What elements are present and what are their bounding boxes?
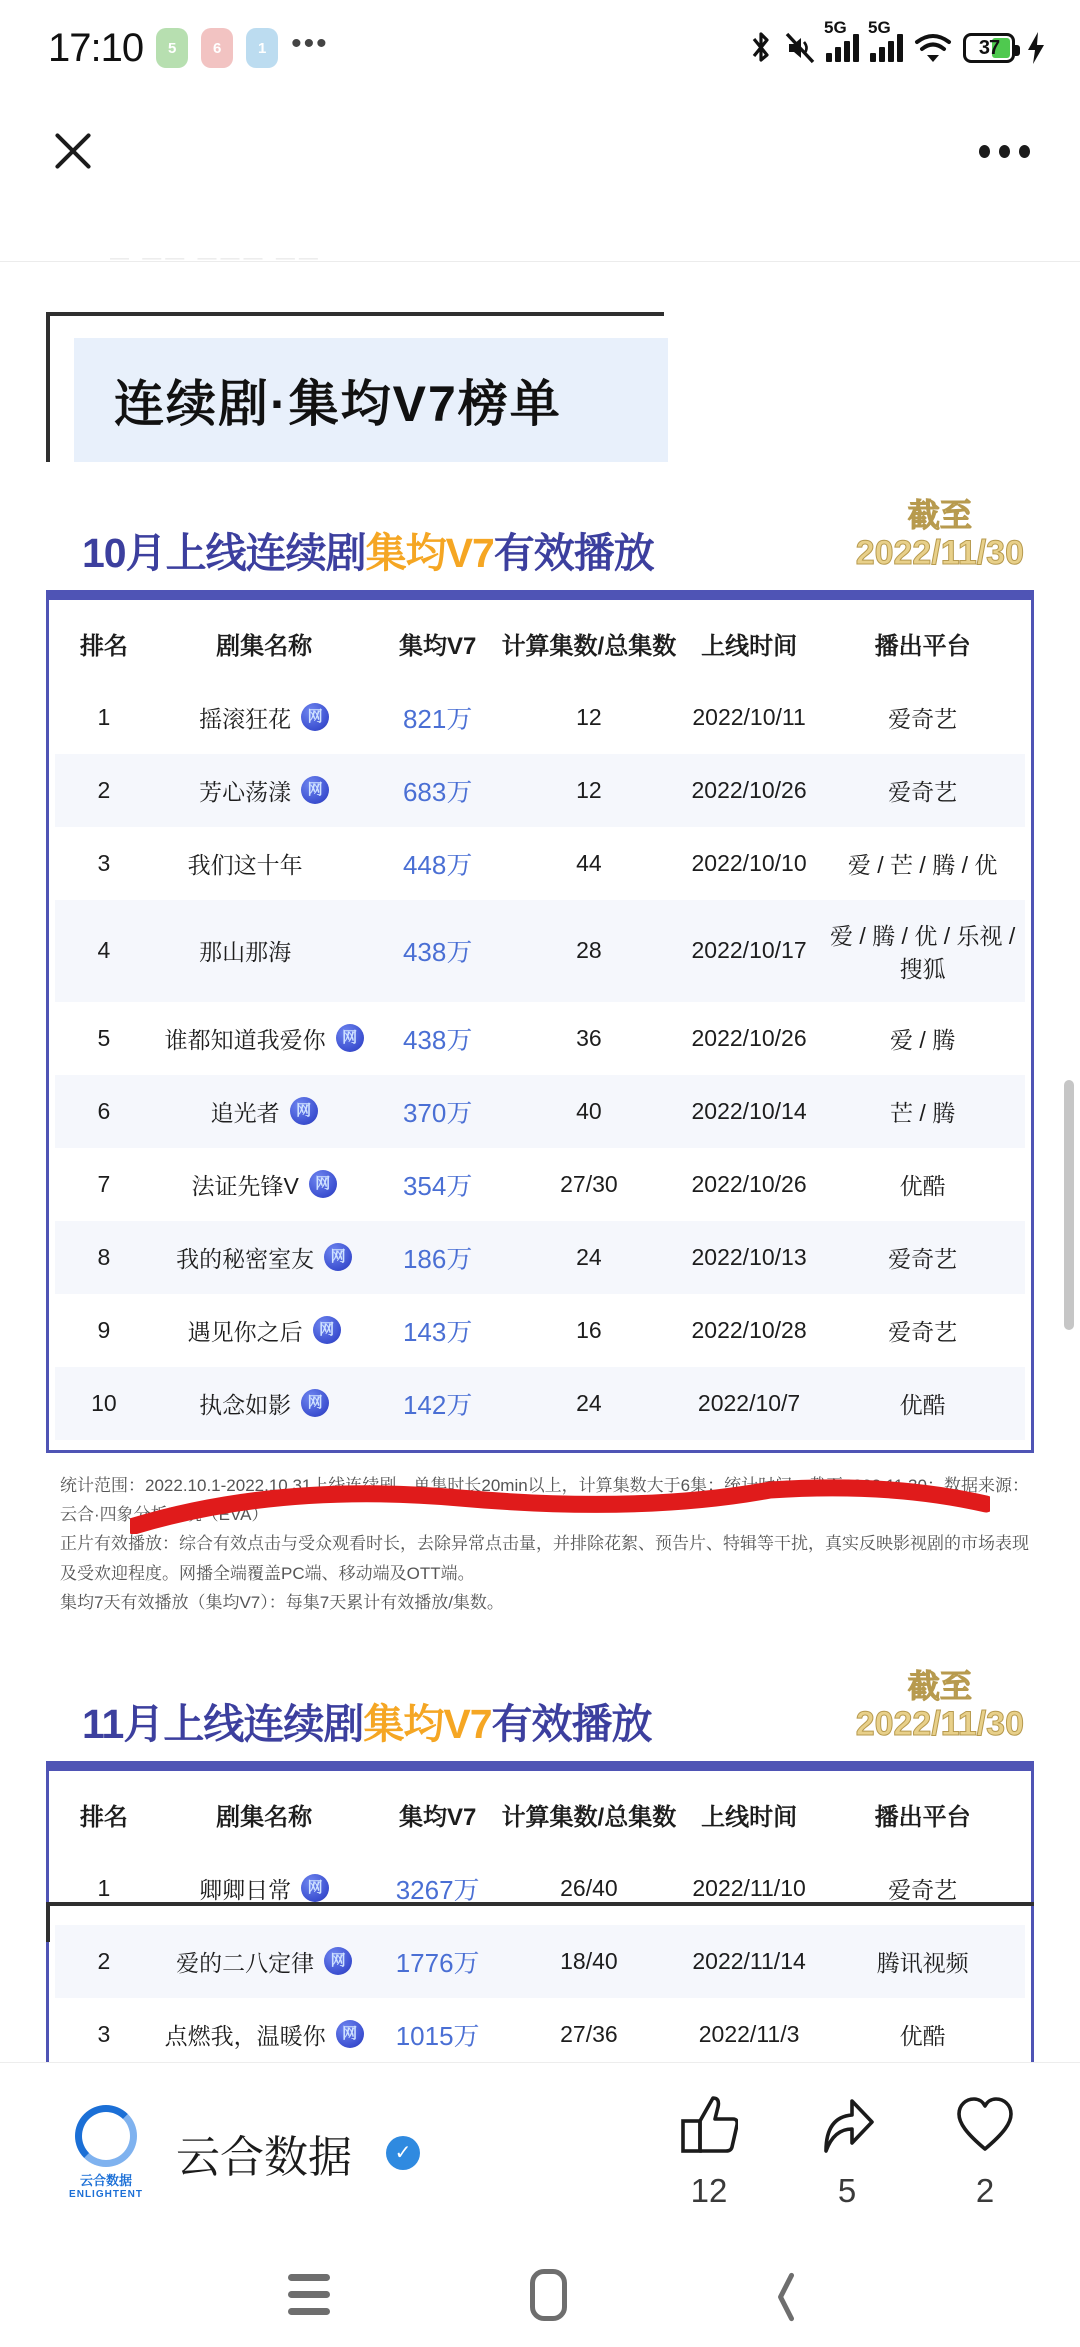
col-episodes: 计算集数/总集数 — [501, 632, 677, 660]
cell-episodes: 16 — [576, 1316, 602, 1343]
cell-name — [153, 1148, 375, 1221]
battery-icon — [963, 33, 1015, 63]
cell-name — [153, 754, 375, 827]
like-button[interactable] — [680, 2095, 738, 2210]
cell-platform: 芒 / 腾 — [890, 1099, 956, 1126]
series-name: 那山那海 — [199, 939, 292, 966]
cell-rank: 3 — [97, 849, 111, 876]
cutoff-label: 截至 — [907, 1668, 972, 1705]
section-title — [82, 529, 654, 576]
back-icon[interactable] — [767, 2270, 793, 2320]
cell-date: 2022/10/14 — [691, 1097, 807, 1124]
logo-line-2: ENLIGHTENT — [69, 2189, 143, 2200]
recents-icon[interactable] — [288, 2274, 330, 2315]
cell-platform: 爱 / 芒 / 腾 / 优 — [847, 851, 998, 878]
cell-date: 2022/10/26 — [691, 776, 807, 803]
cell-name — [153, 1002, 375, 1075]
heart-icon — [956, 2095, 1014, 2160]
poster-bottom-frame — [46, 1902, 1034, 1942]
section-header — [46, 498, 1034, 574]
cell-platform: 腾讯视频 — [876, 1949, 969, 1976]
cutoff-badge — [856, 498, 1024, 572]
cell-date: 2022/11/10 — [692, 1874, 806, 1901]
series-name: 点燃我，温暖你 — [164, 2022, 326, 2049]
table-row — [55, 1221, 1025, 1294]
col-rank: 排名 — [79, 632, 128, 660]
cell-platform: 爱奇艺 — [888, 1876, 958, 1903]
cell-rank: 9 — [97, 1316, 111, 1343]
web-exclusive-icon: 网 — [309, 1170, 337, 1198]
table-row — [55, 1075, 1025, 1148]
cell-date: 2022/10/17 — [691, 937, 807, 964]
col-v7: 集均V7 — [398, 632, 477, 660]
col-platform: 播出平台 — [874, 632, 971, 660]
cell-v7: 3267万 — [395, 1874, 480, 1905]
cell-episodes: 40 — [576, 1097, 602, 1124]
cell-platform: 爱 / 腾 — [890, 1026, 956, 1053]
network-label-2: 5G — [868, 18, 891, 37]
series-name: 我的秘密室友 — [176, 1245, 315, 1272]
cell-name — [153, 1367, 375, 1440]
status-bar — [0, 0, 1080, 96]
section-title-highlight: 集均V7 — [363, 1700, 492, 1747]
col-platform: 播出平台 — [874, 1803, 971, 1831]
cell-name — [153, 1221, 375, 1294]
cell-v7: 1015万 — [395, 2020, 480, 2051]
series-name: 谁都知道我爱你 — [164, 1026, 326, 1053]
table-row — [55, 827, 1025, 900]
web-exclusive-icon: 网 — [324, 1947, 352, 1975]
network-label-1: 5G — [824, 18, 847, 37]
cell-rank: 3 — [97, 2020, 111, 2047]
table-header-row — [55, 604, 1025, 681]
series-name: 卿卿日常 — [199, 1876, 292, 1903]
web-exclusive-icon: 网 — [301, 776, 329, 804]
series-name: 遇见你之后 — [187, 1318, 303, 1345]
ranking-table-october — [46, 590, 1034, 1453]
cell-platform: 优酷 — [899, 1172, 946, 1199]
section-title — [82, 1700, 652, 1747]
page-title: 连续剧·集均V7榜单 — [114, 376, 562, 432]
cell-platform: 爱奇艺 — [888, 1318, 958, 1345]
section-title-part1: 11月上线连续剧 — [82, 1700, 364, 1747]
cell-name — [153, 1075, 375, 1148]
cell-date: 2022/11/3 — [698, 2020, 800, 2047]
cell-episodes: 28 — [576, 937, 602, 964]
cell-rank: 4 — [97, 937, 111, 964]
section-title-part2: 有效播放 — [491, 1700, 652, 1747]
share-count: 5 — [837, 2172, 857, 2209]
table-row — [55, 1367, 1025, 1440]
col-rank: 排名 — [79, 1803, 128, 1831]
cell-episodes: 44 — [576, 849, 602, 876]
table-row — [55, 1294, 1025, 1367]
table-row — [55, 900, 1025, 1002]
more-options-icon[interactable] — [979, 145, 1030, 158]
cell-rank: 1 — [97, 703, 111, 730]
col-name: 剧集名称 — [216, 632, 313, 660]
cell-date: 2022/11/14 — [692, 1947, 806, 1974]
logo-line-1: 云合数据 — [79, 2173, 132, 2188]
cell-platform: 爱奇艺 — [888, 778, 958, 805]
brand-logo-icon — [60, 2105, 152, 2201]
cell-platform: 优酷 — [899, 1391, 946, 1418]
table-row — [55, 754, 1025, 827]
cell-rank: 10 — [91, 1389, 117, 1416]
battery-level: 37 — [978, 36, 1000, 59]
web-exclusive-icon: 网 — [324, 1243, 352, 1271]
system-nav-bar — [0, 2242, 1080, 2347]
share-arrow-icon — [818, 2095, 876, 2160]
cell-v7: 821万 — [402, 703, 473, 734]
cutoff-label: 截至 — [907, 497, 972, 533]
app-bar — [0, 96, 1080, 206]
author-block[interactable] — [60, 2105, 420, 2201]
cell-name — [153, 1998, 375, 2062]
cell-platform: 爱 / 腾 / 优 / 乐视 / 搜狐 — [829, 922, 1016, 982]
series-name: 执念如影 — [199, 1391, 292, 1418]
web-exclusive-icon: 网 — [301, 1874, 329, 1902]
web-exclusive-icon: 网 — [290, 1097, 318, 1125]
note-line: 正片有效播放：综合有效点击与受众观看时长，去除异常点击量，并排除花絮、预告片、特辑等干扰，真实反映影视剧的市场表现及受欢迎程度。网播全端覆盖PC端、移动端及OTT端。 — [60, 1534, 1029, 1583]
cell-episodes: 27/36 — [560, 2020, 618, 2047]
notification-chip-2: 6 — [201, 28, 233, 68]
cell-episodes: 26/40 — [560, 1874, 618, 1901]
cutoff-date: 2022/11/30 — [855, 1704, 1024, 1743]
col-v7: 集均V7 — [398, 1803, 477, 1831]
cutoff-badge — [856, 1669, 1024, 1743]
cell-name — [153, 900, 375, 1002]
notification-chip-1: 5 — [156, 28, 188, 68]
table-row — [55, 1002, 1025, 1075]
cell-date: 2022/10/7 — [697, 1389, 801, 1416]
favorite-button[interactable] — [956, 2095, 1014, 2210]
cell-date: 2022/10/28 — [691, 1316, 807, 1343]
cell-platform: 优酷 — [899, 2022, 946, 2049]
web-exclusive-icon: 网 — [313, 1316, 341, 1344]
web-exclusive-icon: 网 — [301, 703, 329, 731]
col-date: 上线时间 — [701, 1803, 798, 1831]
cell-v7: 683万 — [402, 776, 473, 807]
notification-overflow-icon: ••• — [291, 26, 329, 60]
signal-5g-2-icon — [868, 18, 903, 62]
cell-rank: 2 — [97, 776, 111, 803]
notification-chip-3: 1 — [246, 28, 278, 68]
article-scroll-area[interactable] — [0, 262, 1080, 2062]
cell-v7: 438万 — [402, 1024, 473, 1055]
series-name: 法证先锋V — [191, 1172, 299, 1199]
table-row — [55, 1998, 1025, 2062]
cell-platform: 爱奇艺 — [888, 1245, 958, 1272]
cell-v7: 142万 — [402, 1389, 473, 1420]
page-scrollbar[interactable] — [1064, 1080, 1074, 1330]
series-name: 摇滚狂花 — [199, 705, 292, 732]
cell-v7: 448万 — [402, 849, 473, 880]
action-buttons — [680, 2095, 1014, 2210]
cell-rank: 2 — [97, 1947, 111, 1974]
cell-date: 2022/10/13 — [691, 1243, 807, 1270]
verified-badge-icon — [386, 2136, 420, 2170]
section-header — [46, 1669, 1034, 1745]
cutoff-date: 2022/11/30 — [855, 533, 1024, 572]
cell-name — [153, 1294, 375, 1367]
series-name: 我们这十年 — [187, 851, 303, 878]
table-row — [55, 681, 1025, 754]
table-header-row — [55, 1775, 1025, 1852]
cell-episodes: 24 — [576, 1243, 602, 1270]
close-icon[interactable] — [50, 128, 96, 174]
cell-date: 2022/10/11 — [692, 703, 806, 730]
section-november — [46, 1669, 1034, 2062]
cell-rank: 1 — [97, 1874, 111, 1901]
series-name: 追光者 — [210, 1099, 280, 1126]
table-row — [55, 1148, 1025, 1221]
cell-date: 2022/10/26 — [691, 1024, 807, 1051]
table-body — [55, 681, 1025, 1440]
cell-rank: 5 — [97, 1024, 111, 1051]
cell-rank: 7 — [97, 1170, 111, 1197]
section-title-part1: 10月上线连续剧 — [82, 529, 366, 576]
section-title-highlight: 集均V7 — [365, 529, 494, 576]
cell-episodes: 12 — [576, 776, 602, 803]
cell-v7: 186万 — [402, 1243, 473, 1274]
section-title-part2: 有效播放 — [493, 529, 654, 576]
status-time: 17:10 — [48, 25, 144, 70]
col-date: 上线时间 — [701, 632, 798, 660]
like-count: 12 — [690, 2172, 728, 2209]
cell-episodes: 24 — [576, 1389, 602, 1416]
wifi-icon — [914, 33, 952, 63]
status-bar-left — [48, 26, 329, 71]
cell-episodes: 12 — [576, 703, 602, 730]
cell-date: 2022/10/26 — [691, 1170, 807, 1197]
web-exclusive-icon: 网 — [336, 1024, 364, 1052]
section-notes — [46, 1471, 1034, 1617]
note-line: 集均7天有效播放（集均V7）：每集7天累计有效播放/集数。 — [60, 1592, 504, 1612]
status-bar-right — [748, 18, 1046, 65]
poster-card — [46, 312, 1034, 2062]
cell-name — [153, 827, 375, 900]
col-name: 剧集名称 — [216, 1803, 313, 1831]
note-line: 统计范围：2022.10.1-2022.10.31上线连续剧，单集时长20min以上，计算集数大于6集；统计时间：截至2022.11.30；数据来源：云合·四象分析系统（EVA） — [60, 1475, 1029, 1525]
favorite-count: 2 — [975, 2172, 995, 2209]
cell-episodes: 36 — [576, 1024, 602, 1051]
cell-platform: 爱奇艺 — [888, 705, 958, 732]
cell-v7: 143万 — [402, 1316, 473, 1347]
cell-episodes: 27/30 — [560, 1170, 618, 1197]
series-name: 芳心荡漾 — [199, 778, 292, 805]
author-name: 云合数据 — [176, 2132, 352, 2182]
cell-v7: 354万 — [402, 1170, 473, 1201]
series-name: 爱的二八定律 — [176, 1949, 315, 1976]
partial-scrolled-text: — —— ——— —— — [110, 248, 322, 269]
bluetooth-icon — [748, 31, 774, 65]
cell-episodes: 18/40 — [560, 1947, 618, 1974]
share-button[interactable] — [818, 2095, 876, 2210]
poster-title-box — [46, 312, 664, 462]
cell-v7: 1776万 — [395, 1947, 480, 1978]
cell-date: 2022/10/10 — [691, 849, 807, 876]
cell-rank: 6 — [97, 1097, 111, 1124]
col-episodes: 计算集数/总集数 — [501, 1803, 677, 1831]
action-bar — [0, 2062, 1080, 2242]
web-exclusive-icon: 网 — [336, 2020, 364, 2048]
cell-name — [153, 681, 375, 754]
web-exclusive-icon: 网 — [301, 1389, 329, 1417]
cell-rank: 8 — [97, 1243, 111, 1270]
cell-v7: 438万 — [402, 937, 473, 968]
mute-icon — [785, 32, 815, 64]
table-body — [55, 1852, 1025, 2062]
thumbs-up-icon — [680, 2095, 738, 2160]
cell-v7: 370万 — [402, 1097, 473, 1128]
signal-5g-1-icon — [824, 18, 859, 62]
section-october — [46, 498, 1034, 1617]
home-icon[interactable] — [530, 2269, 567, 2321]
charging-icon — [1026, 31, 1046, 65]
